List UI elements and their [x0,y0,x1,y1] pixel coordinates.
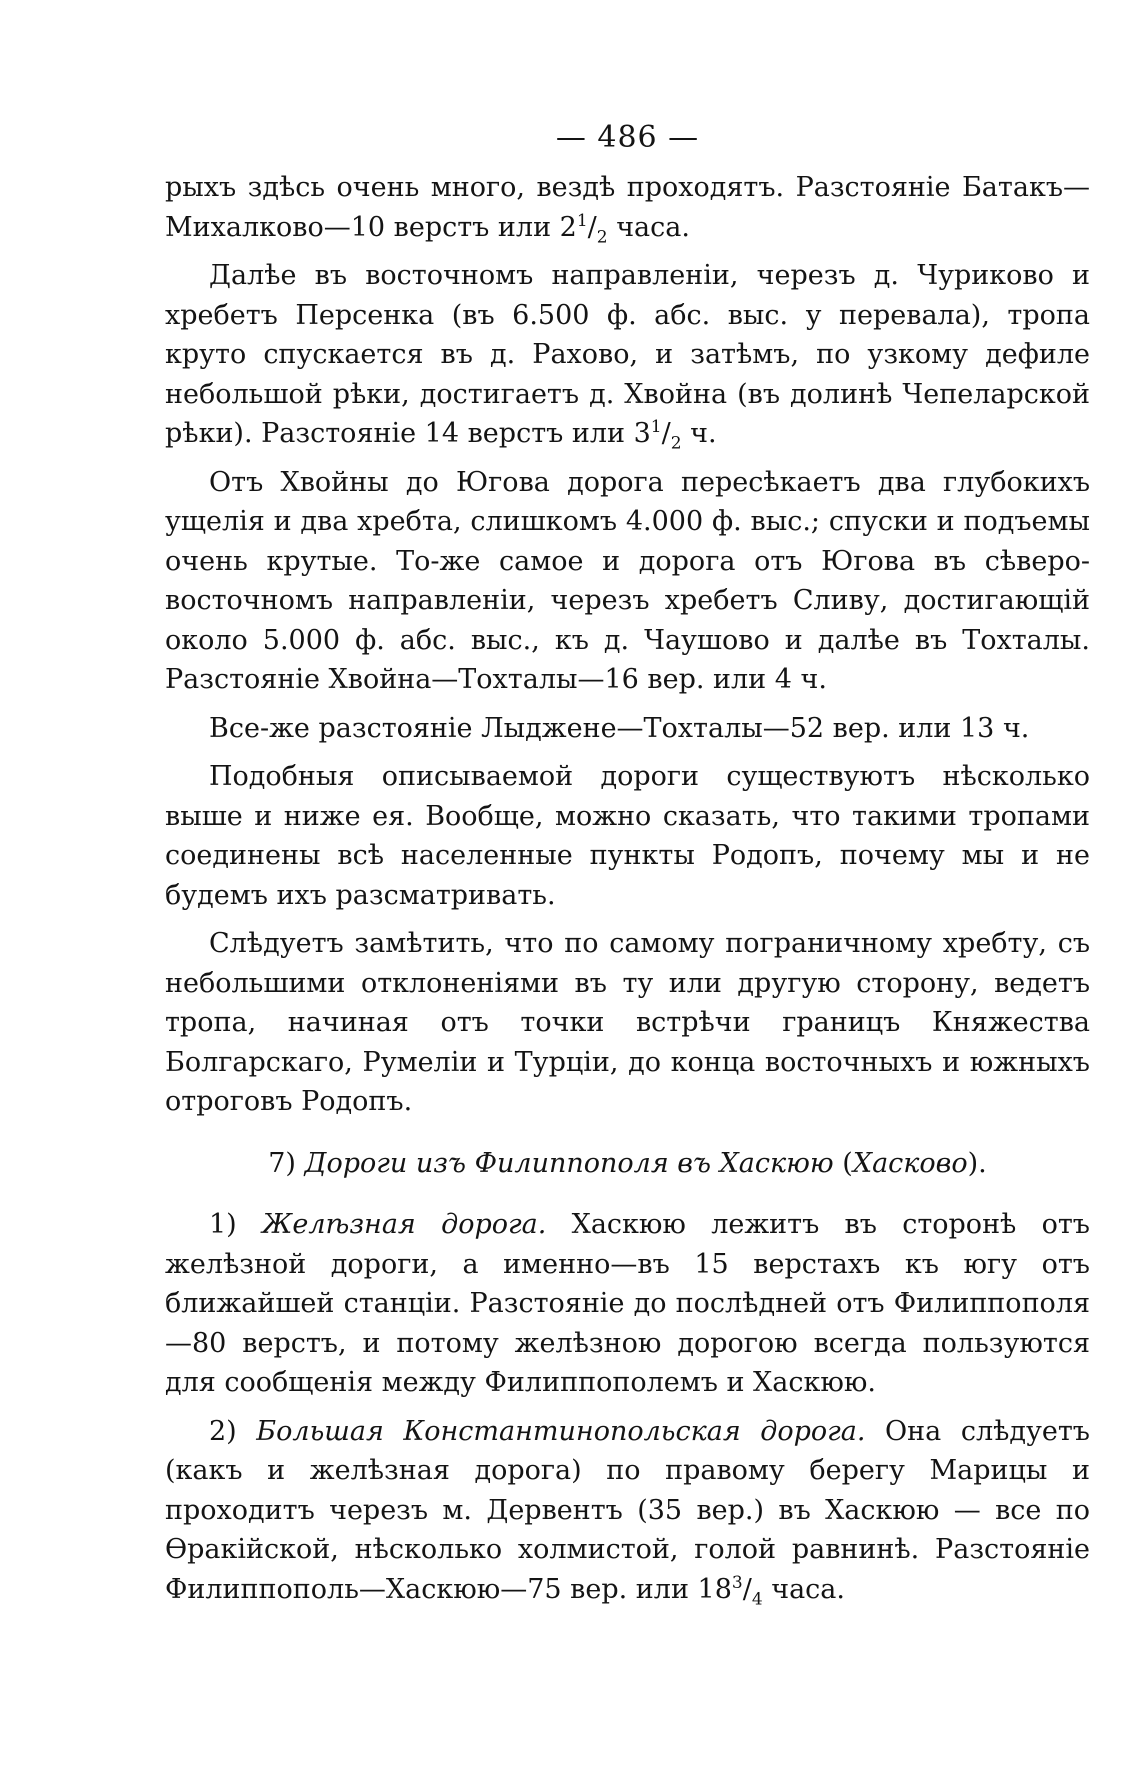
paragraph-khvoina-yugovo: Отъ Хвойны до Югова дорога пересѣкаетъ два глубокихъ ущелія и два хребта, слишкомъ 4.000 ф. выс.; спуски и подъемы очень крутые. То-же самое и дорога отъ Югова въ сѣверо-восточномъ направленіи, черезъ хребетъ Сливу, достигающій около 5.000 ф. абс. выс., къ д. Чаушово и далѣе въ Тохталы. Разстояніе Хвойна—Тохталы—16 вер. или 4 ч. [165,466,1090,695]
paragraph-text: рыхъ здѣсь очень много, вездѣ проходятъ. Разстояніе Батакъ—Михалково—10 верстъ или 2 [165,172,1090,243]
section-heading [165,1144,1090,1184]
item-title: Желѣзная дорога. [262,1209,547,1240]
fraction-denominator: 2 [670,433,682,454]
page-number: — 486 — [555,120,700,155]
paragraph-text-end: ч. [681,418,717,449]
fraction-numerator: 1 [650,417,662,437]
paragraph-total-distance: Все-же разстояніе Лыджене—Тохталы—52 вер. или 13 ч. [209,712,1030,744]
fraction-slash: / [742,1573,752,1605]
section-alt-name: Хасково [852,1147,968,1179]
item-number: 2) [209,1415,237,1447]
fraction-denominator: 2 [596,226,608,247]
paragraph-similar-roads: Подобныя описываемой дороги существуютъ нѣсколько выше и ниже ея. Вообще, можно сказать, что такими тропами соединены всѣ населенные пункты Родопъ, почему мы и не будемъ ихъ разсматривать. [165,761,1090,911]
paragraph-route-east [165,256,1090,454]
paragraph-text: Далѣе въ восточномъ направленіи, черезъ д. Чуриково и хребетъ Персенка (въ 6.500 ф. абс. выс. у перевала), тропа круто спускается въ д. Рахово, и затѣмъ, по узкому дефиле небольшой рѣки, достигаетъ д. Хвойна (въ долинѣ Чепеларской рѣки). Разстояніе 14 верстъ или 3 [165,260,1090,449]
fraction-slash: / [661,418,671,449]
item-text: Хаскюю лежитъ въ сторонѣ отъ желѣзной дороги, а именно—въ 15 верстахъ къ югу отъ ближайшей станціи. Разстояніе до послѣдней отъ Филиппополя—80 верстъ, и потому желѣзною дорогою всегда пользуются для сообщенія между Филиппополемъ и Хаскюю. [165,1209,1090,1398]
item-text-end: часа. [762,1573,845,1605]
item-text: Она слѣдуетъ (какъ и желѣзная дорога) по правому берегу Марицы и проходитъ черезъ м. Дервентъ (35 вер.) въ Хаскюю — все по Ѳракійской, нѣсколько холмистой, голой равнинѣ. Разстояніе Филиппополь—Хаскюю—75 вер. или 18 [165,1415,1090,1605]
item-title: Большая Константинопольская дорога. [256,1415,866,1447]
paragraph-border-trail: Слѣдуетъ замѣтить, что по самому пограничному хребту, съ небольшими отклоненіями въ ту или другую сторону, ведетъ тропа, начиная отъ точки встрѣчи границъ Княжества Болгарскаго, Румеліи и Турціи, до конца восточныхъ и южныхъ отроговъ Родопъ. [165,928,1090,1117]
fraction-numerator: 1 [576,210,588,231]
section-title: Дороги изъ Филиппополя въ Хаскюю [304,1147,834,1179]
item-constantinople-road [165,1412,1090,1610]
paragraph-continued [165,168,1090,247]
fraction-slash: / [587,211,597,243]
paragraph-text-end: часа. [607,211,690,243]
paren-close: ). [967,1147,987,1179]
fraction-denominator: 4 [751,1588,763,1609]
book-page [165,118,1090,1618]
section-number: 7) [268,1147,296,1179]
fraction-numerator: 3 [731,1572,743,1593]
item-number: 1) [209,1209,237,1240]
item-railway [165,1205,1090,1403]
paren-open: ( [842,1147,853,1179]
